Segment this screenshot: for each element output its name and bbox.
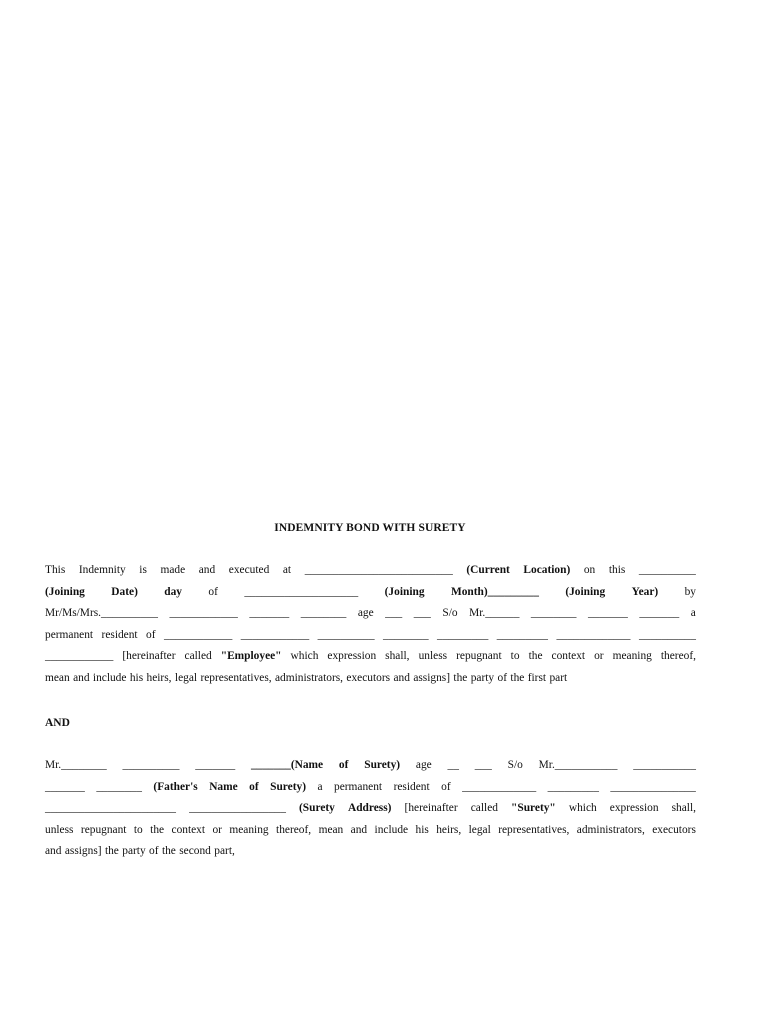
text-word: context bbox=[551, 650, 586, 663]
field-label: Surety) bbox=[364, 759, 401, 771]
blank-field: __________ bbox=[122, 759, 180, 771]
text-word: by bbox=[684, 585, 696, 598]
text-word: expression bbox=[609, 802, 659, 815]
text-word: assigns] bbox=[64, 845, 102, 858]
field-label: (Joining bbox=[384, 585, 425, 598]
and-heading: AND bbox=[45, 717, 70, 729]
text-word: mean bbox=[318, 823, 344, 836]
text-word: shall, bbox=[671, 802, 696, 815]
text-word: executed bbox=[228, 564, 270, 576]
field-label: Month)_________ bbox=[450, 585, 539, 598]
blank-field: _______ bbox=[639, 607, 680, 620]
text-word: and bbox=[393, 671, 410, 684]
first-party-line bbox=[45, 607, 696, 629]
text-word: Mr.___________ bbox=[538, 759, 618, 771]
text-word: shall, bbox=[385, 650, 410, 663]
text-word: the bbox=[104, 845, 119, 858]
text-word: permanent bbox=[45, 628, 94, 641]
field-label: Surety) bbox=[270, 780, 306, 793]
field-label: _______(Name bbox=[250, 759, 324, 771]
blank-field: __________ bbox=[317, 628, 375, 641]
blank-field: ________ bbox=[300, 607, 347, 620]
blank-field: __________ bbox=[638, 628, 696, 641]
text-word: the bbox=[510, 671, 525, 684]
text-word: and bbox=[45, 845, 62, 858]
text-word: S/o bbox=[507, 759, 523, 771]
first-party-line bbox=[45, 564, 696, 586]
blank-field: _________ bbox=[437, 628, 489, 641]
text-word: second bbox=[179, 845, 211, 858]
text-word: Mr.______ bbox=[469, 607, 520, 620]
text-word: this bbox=[608, 564, 626, 576]
text-word: include bbox=[92, 671, 127, 684]
first-party-line bbox=[45, 672, 696, 694]
text-word: administrators, bbox=[576, 823, 645, 836]
text-word: age bbox=[357, 607, 374, 620]
blank-field: _________________ bbox=[189, 802, 286, 815]
second-party-line bbox=[45, 759, 696, 781]
field-label: "Employee" bbox=[220, 650, 282, 663]
blank-field: ________ bbox=[383, 628, 429, 641]
blank-field: ___ bbox=[474, 759, 492, 771]
text-word: and bbox=[73, 671, 90, 684]
blank-field: __________ bbox=[638, 564, 696, 576]
text-word: S/o bbox=[442, 607, 458, 620]
text-word: Mr.________ bbox=[45, 759, 107, 771]
field-label: (Surety bbox=[299, 802, 335, 815]
text-word: administrators, bbox=[275, 671, 344, 684]
text-word: a bbox=[317, 780, 323, 793]
second-party-paragraph bbox=[45, 759, 696, 867]
text-word: resident bbox=[101, 628, 138, 641]
blank-field: ____________ bbox=[45, 650, 114, 663]
blank-field: _______________________ bbox=[45, 802, 176, 815]
text-word: age bbox=[415, 759, 432, 771]
text-word: representatives, bbox=[200, 671, 272, 684]
second-party-line bbox=[45, 845, 696, 867]
field-label: (Father's bbox=[153, 780, 198, 793]
blank-field: _______ bbox=[195, 759, 236, 771]
blank-field: ____________ bbox=[164, 628, 233, 641]
text-word: to bbox=[510, 650, 520, 663]
text-word: made bbox=[160, 564, 186, 576]
text-word: part bbox=[549, 671, 568, 684]
blank-field: _________ bbox=[496, 628, 548, 641]
field-label: (Joining bbox=[565, 585, 606, 598]
text-word: or bbox=[212, 823, 222, 836]
blank-field: ___________ bbox=[633, 759, 696, 771]
blank-field: _______ bbox=[249, 607, 290, 620]
field-label: Date) bbox=[111, 585, 138, 598]
text-word: his bbox=[129, 671, 144, 684]
text-word: expression bbox=[327, 650, 377, 663]
blank-field: _________ bbox=[547, 780, 599, 793]
text-word: party bbox=[470, 671, 495, 684]
text-word: the bbox=[161, 845, 176, 858]
blank-field: _____________ bbox=[556, 628, 631, 641]
text-word: which bbox=[290, 650, 319, 663]
text-word: party bbox=[122, 845, 146, 858]
text-word: executors bbox=[652, 823, 696, 836]
text-word: meaning bbox=[612, 650, 652, 663]
text-word: context bbox=[171, 823, 206, 836]
text-word: of bbox=[146, 628, 156, 641]
text-word: the bbox=[150, 823, 165, 836]
blank-field: _______________ bbox=[610, 780, 696, 793]
text-word: of bbox=[208, 585, 218, 598]
first-party-line bbox=[45, 650, 696, 672]
field-label: "Surety" bbox=[511, 802, 556, 815]
document-title: INDEMNITY BOND WITH SURETY bbox=[274, 522, 466, 534]
text-word: heirs, bbox=[436, 823, 462, 836]
text-word: called bbox=[470, 802, 498, 815]
text-word: assigns] bbox=[413, 671, 451, 684]
field-label: (Joining bbox=[45, 585, 85, 598]
blank-field: ____________ bbox=[240, 628, 310, 641]
text-word: at bbox=[282, 564, 292, 576]
text-word: a bbox=[690, 607, 696, 620]
field-label: of bbox=[249, 780, 259, 793]
text-word: [hereinafter bbox=[122, 650, 176, 663]
text-word: to bbox=[133, 823, 143, 836]
text-word: This bbox=[45, 564, 66, 576]
blank-field: ________ bbox=[96, 780, 142, 793]
text-word: Indemnity bbox=[78, 564, 126, 576]
text-word: repugnant bbox=[456, 650, 502, 663]
text-word: the bbox=[528, 650, 543, 663]
blank-field: ___ bbox=[413, 607, 431, 620]
blank-field: _____________ bbox=[462, 780, 537, 793]
text-word: called bbox=[184, 650, 212, 663]
text-word: part, bbox=[214, 845, 235, 858]
first-party-line bbox=[45, 586, 696, 608]
field-label: (Current bbox=[466, 564, 510, 576]
text-word: permanent bbox=[334, 780, 383, 793]
text-word: unless bbox=[418, 650, 448, 663]
text-word: representatives, bbox=[498, 823, 570, 836]
text-word: Mr/Ms/Mrs.__________ bbox=[45, 607, 158, 620]
text-word: executors bbox=[346, 671, 391, 684]
text-word: include bbox=[374, 823, 409, 836]
text-word: thereof, bbox=[660, 650, 696, 663]
blank-field: _______ bbox=[45, 780, 85, 793]
text-word: repugnant bbox=[80, 823, 127, 836]
text-word: and bbox=[350, 823, 368, 836]
text-word: heirs, bbox=[146, 671, 172, 684]
text-word: unless bbox=[45, 823, 74, 836]
text-word: of bbox=[441, 780, 451, 793]
field-label: of bbox=[338, 759, 349, 771]
text-word: [hereinafter bbox=[404, 802, 458, 815]
field-label: Year) bbox=[631, 585, 659, 598]
text-word: legal bbox=[468, 823, 491, 836]
blank-field: ________ bbox=[530, 607, 577, 620]
text-word: of bbox=[497, 671, 508, 684]
text-word: legal bbox=[174, 671, 198, 684]
field-label: Location) bbox=[523, 564, 571, 576]
field-label: day bbox=[164, 585, 183, 598]
text-word: or bbox=[594, 650, 604, 663]
second-party-line bbox=[45, 802, 696, 824]
text-word: first bbox=[527, 671, 547, 684]
text-word: is bbox=[139, 564, 147, 576]
blank-field: __ bbox=[447, 759, 459, 771]
first-party-paragraph bbox=[45, 564, 696, 694]
field-label: Address) bbox=[347, 802, 392, 815]
blank-field: __________________________ bbox=[304, 564, 453, 576]
second-party-line bbox=[45, 781, 696, 803]
blank-field: _______ bbox=[587, 607, 628, 620]
blank-field: ___ bbox=[385, 607, 403, 620]
text-word: of bbox=[149, 845, 159, 858]
first-party-line bbox=[45, 629, 696, 651]
text-word: his bbox=[415, 823, 429, 836]
blank-field: ____________________ bbox=[244, 585, 359, 598]
text-word: meaning bbox=[229, 823, 269, 836]
blank-field: ____________ bbox=[169, 607, 238, 620]
field-label: Name bbox=[209, 780, 238, 793]
text-word: which bbox=[568, 802, 597, 815]
second-party-line bbox=[45, 824, 696, 846]
text-word: resident bbox=[393, 780, 430, 793]
text-word: thereof, bbox=[276, 823, 312, 836]
text-word: the bbox=[453, 671, 468, 684]
text-word: and bbox=[198, 564, 216, 576]
text-word: mean bbox=[45, 671, 70, 684]
text-word: on bbox=[583, 564, 596, 576]
